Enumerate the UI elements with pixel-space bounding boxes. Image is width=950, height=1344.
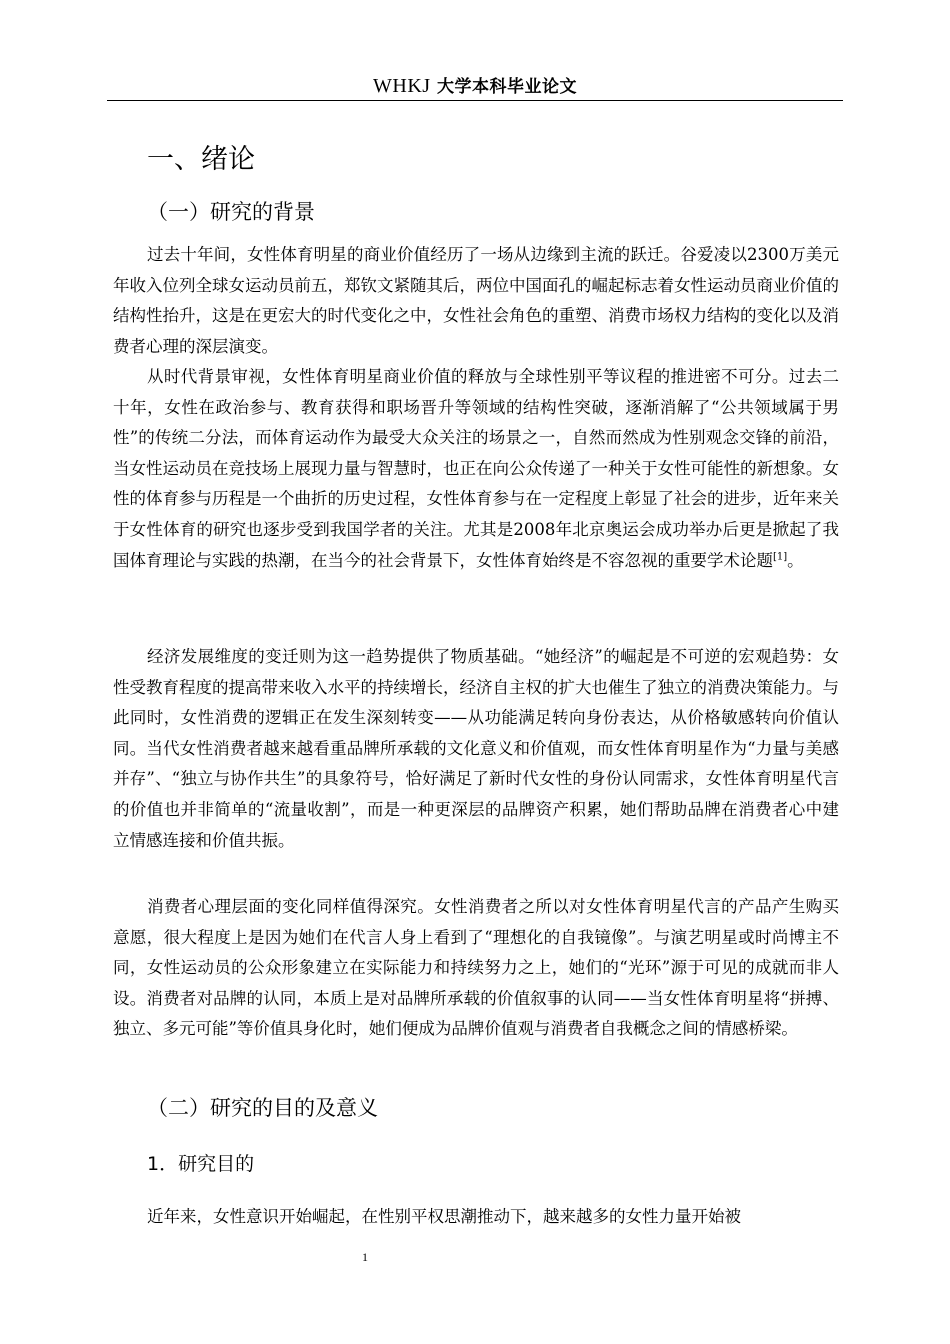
header-title-en: WHKJ	[373, 75, 431, 97]
citation-1: [1]	[773, 551, 788, 563]
header-rule	[107, 100, 843, 101]
paragraph-4: 消费者心理层面的变化同样值得深究。女性消费者之所以对女性体育明星代言的产品产生购买意愿，很大程度上是因为她们在代言人身上看到了“理想化的自我镜像”。与演艺明星或时尚博主不同，女性运动员的公众形象建立在实际能力和持续努力之上，她们的“光环”源于可见的成就而非人设。消费者对品牌的认同，本质上是对品牌所承载的价值叙事的认同——当女性体育明星将“拼搏、独立、多元可能”等价值具身化时，她们便成为品牌价值观与消费者自我概念之间的情感桥梁。	[113, 897, 839, 1039]
subsection-title-purpose: 1．研究目的	[147, 1153, 255, 1175]
page-number: 1	[362, 1250, 368, 1264]
paragraph-5: 近年来，女性意识开始崛起，在性别平权思潮推动下，越来越多的女性力量开始被	[147, 1207, 741, 1226]
chapter-title: 一、绪论	[147, 144, 255, 175]
paragraph-2-end: 。	[787, 550, 804, 570]
header-title-zh: 大学本科毕业论文	[430, 77, 577, 97]
section-title-background: （一）研究的背景	[147, 200, 315, 224]
paragraph-2	[113, 362, 839, 576]
paragraph-2-text: 从时代背景审视，女性体育明星商业价值的释放与全球性别平等议程的推进密不可分。过去二十年，女性在政治参与、教育获得和职场晋升等领域的结构性突破，逐渐消解了“公共领域属于男性”的传统二分法，而体育运动作为最受大众关注的场景之一，自然而然成为性别观念交锋的前沿，当女性运动员在竞技场上展现力量与智慧时，也正在向公众传递了一种关于女性可能性的新想象。女性的体育参与历程是一个曲折的历史过程，女性体育参与在一定程度上彰显了社会的进步，近年来关于女性体育的研究也逐步受到我国学者的关注。尤其是2008年北京奥运会成功举办后更是掀起了我国体育理论与实践的热潮，在当今的社会背景下，女性体育始终是不容忽视的重要学术论题	[113, 367, 839, 570]
section-title-purpose: （二）研究的目的及意义	[147, 1096, 378, 1120]
paragraph-3: 经济发展维度的变迁则为这一趋势提供了物质基础。“她经济”的崛起是不可逆的宏观趋势：女性受教育程度的提高带来收入水平的持续增长，经济自主权的扩大也催生了独立的消费决策能力。与此同时，女性消费的逻辑正在发生深刻转变——从功能满足转向身份表达，从价格敏感转向价值认同。当代女性消费者越来越看重品牌所承载的文化意义和价值观，而女性体育明星作为“力量与美感并存”、“独立与协作共生”的具象符号，恰好满足了新时代女性的身份认同需求，女性体育明星代言的价值也并非简单的“流量收割”，而是一种更深层的品牌资产积累，她们帮助品牌在消费者心中建立情感连接和价值共振。	[113, 647, 839, 850]
page-header	[107, 72, 843, 98]
paragraph-1: 过去十年间，女性体育明星的商业价值经历了一场从边缘到主流的跃迁。谷爱凌以2300万美元年收入位列全球女运动员前五，郑钦文紧随其后，两位中国面孔的崛起标志着女性运动员商业价值的结构性抬升，这是在更宏大的时代变化之中，女性社会角色的重塑、消费市场权力结构的变化以及消费者心理的深层演变。	[113, 245, 839, 356]
